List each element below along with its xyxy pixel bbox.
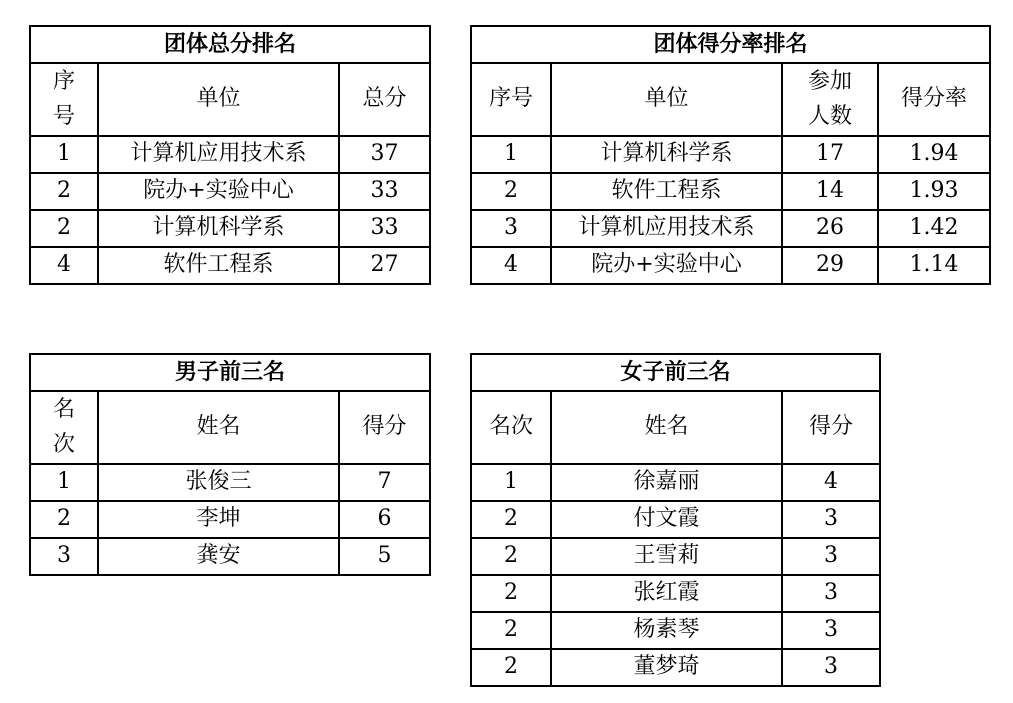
unit-cell: 计算机科学系 — [98, 210, 339, 247]
header-name: 姓名 — [551, 391, 782, 464]
header-score-rate: 得分率 — [878, 63, 990, 136]
rank-cell: 3 — [471, 210, 551, 247]
table-row — [471, 210, 990, 247]
table-row — [471, 501, 880, 538]
rank-cell: 2 — [471, 501, 551, 538]
name-cell: 张红霞 — [551, 575, 782, 612]
rate-cell: 1.94 — [878, 136, 990, 173]
unit-cell: 软件工程系 — [551, 173, 782, 210]
participants-cell: 14 — [782, 173, 878, 210]
men-top3-title: 男子前三名 — [30, 354, 430, 391]
rank-cell: 3 — [30, 538, 98, 575]
score-cell: 3 — [782, 575, 880, 612]
team-rate-ranking-table — [470, 25, 991, 285]
unit-cell: 院办+实验中心 — [98, 173, 339, 210]
rank-cell: 1 — [471, 464, 551, 501]
score-cell: 33 — [339, 210, 430, 247]
table-row — [30, 247, 430, 284]
header-unit: 单位 — [551, 63, 782, 136]
score-cell: 27 — [339, 247, 430, 284]
header-participants: 参加 人数 — [782, 63, 878, 136]
participants-cell: 17 — [782, 136, 878, 173]
unit-cell: 院办+实验中心 — [551, 247, 782, 284]
women-top3-table — [470, 353, 881, 687]
name-cell: 王雪莉 — [551, 538, 782, 575]
score-cell: 7 — [339, 464, 430, 501]
header-rank: 名次 — [471, 391, 551, 464]
score-cell: 3 — [782, 612, 880, 649]
table-row — [471, 612, 880, 649]
score-cell: 3 — [782, 538, 880, 575]
name-cell: 徐嘉丽 — [551, 464, 782, 501]
rank-cell: 2 — [471, 575, 551, 612]
header-total: 总分 — [339, 63, 430, 136]
table-row — [471, 173, 990, 210]
table-row — [30, 173, 430, 210]
header-name: 姓名 — [98, 391, 339, 464]
women-top3-title: 女子前三名 — [471, 354, 880, 391]
table-row — [471, 575, 880, 612]
header-rank: 序 号 — [30, 63, 98, 136]
unit-cell: 计算机应用技术系 — [98, 136, 339, 173]
score-cell: 3 — [782, 649, 880, 686]
name-cell: 杨素琴 — [551, 612, 782, 649]
rank-cell: 2 — [471, 649, 551, 686]
table-row — [30, 538, 430, 575]
rank-cell: 4 — [471, 247, 551, 284]
rate-cell: 1.14 — [878, 247, 990, 284]
rank-cell: 4 — [30, 247, 98, 284]
rank-cell: 2 — [471, 612, 551, 649]
rank-cell: 2 — [30, 210, 98, 247]
table-row — [471, 538, 880, 575]
score-cell: 37 — [339, 136, 430, 173]
score-cell: 6 — [339, 501, 430, 538]
rank-cell: 1 — [30, 464, 98, 501]
rank-cell: 1 — [471, 136, 551, 173]
unit-cell: 计算机科学系 — [551, 136, 782, 173]
table-row — [30, 464, 430, 501]
rank-cell: 2 — [30, 501, 98, 538]
score-cell: 4 — [782, 464, 880, 501]
name-cell: 张俊三 — [98, 464, 339, 501]
table-row — [30, 136, 430, 173]
header-score: 得分 — [782, 391, 880, 464]
table-row — [471, 649, 880, 686]
men-top3-table — [29, 353, 431, 576]
rate-cell: 1.42 — [878, 210, 990, 247]
team-rate-title: 团体得分率排名 — [471, 26, 990, 63]
header-score: 得分 — [339, 391, 430, 464]
table-row — [30, 501, 430, 538]
unit-cell: 软件工程系 — [98, 247, 339, 284]
header-unit: 单位 — [98, 63, 339, 136]
rate-cell: 1.93 — [878, 173, 990, 210]
header-rank: 名 次 — [30, 391, 98, 464]
name-cell: 付文霞 — [551, 501, 782, 538]
header-rank: 序号 — [471, 63, 551, 136]
rank-cell: 1 — [30, 136, 98, 173]
rank-cell: 2 — [471, 538, 551, 575]
team-total-ranking-table — [29, 25, 431, 285]
name-cell: 龚安 — [98, 538, 339, 575]
name-cell: 李坤 — [98, 501, 339, 538]
score-cell: 33 — [339, 173, 430, 210]
name-cell: 董梦琦 — [551, 649, 782, 686]
score-cell: 3 — [782, 501, 880, 538]
rank-cell: 2 — [30, 173, 98, 210]
table-row — [471, 464, 880, 501]
table-row — [471, 247, 990, 284]
rank-cell: 2 — [471, 173, 551, 210]
participants-cell: 29 — [782, 247, 878, 284]
score-cell: 5 — [339, 538, 430, 575]
participants-cell: 26 — [782, 210, 878, 247]
table-row — [471, 136, 990, 173]
team-total-title: 团体总分排名 — [30, 26, 430, 63]
table-row — [30, 210, 430, 247]
unit-cell: 计算机应用技术系 — [551, 210, 782, 247]
